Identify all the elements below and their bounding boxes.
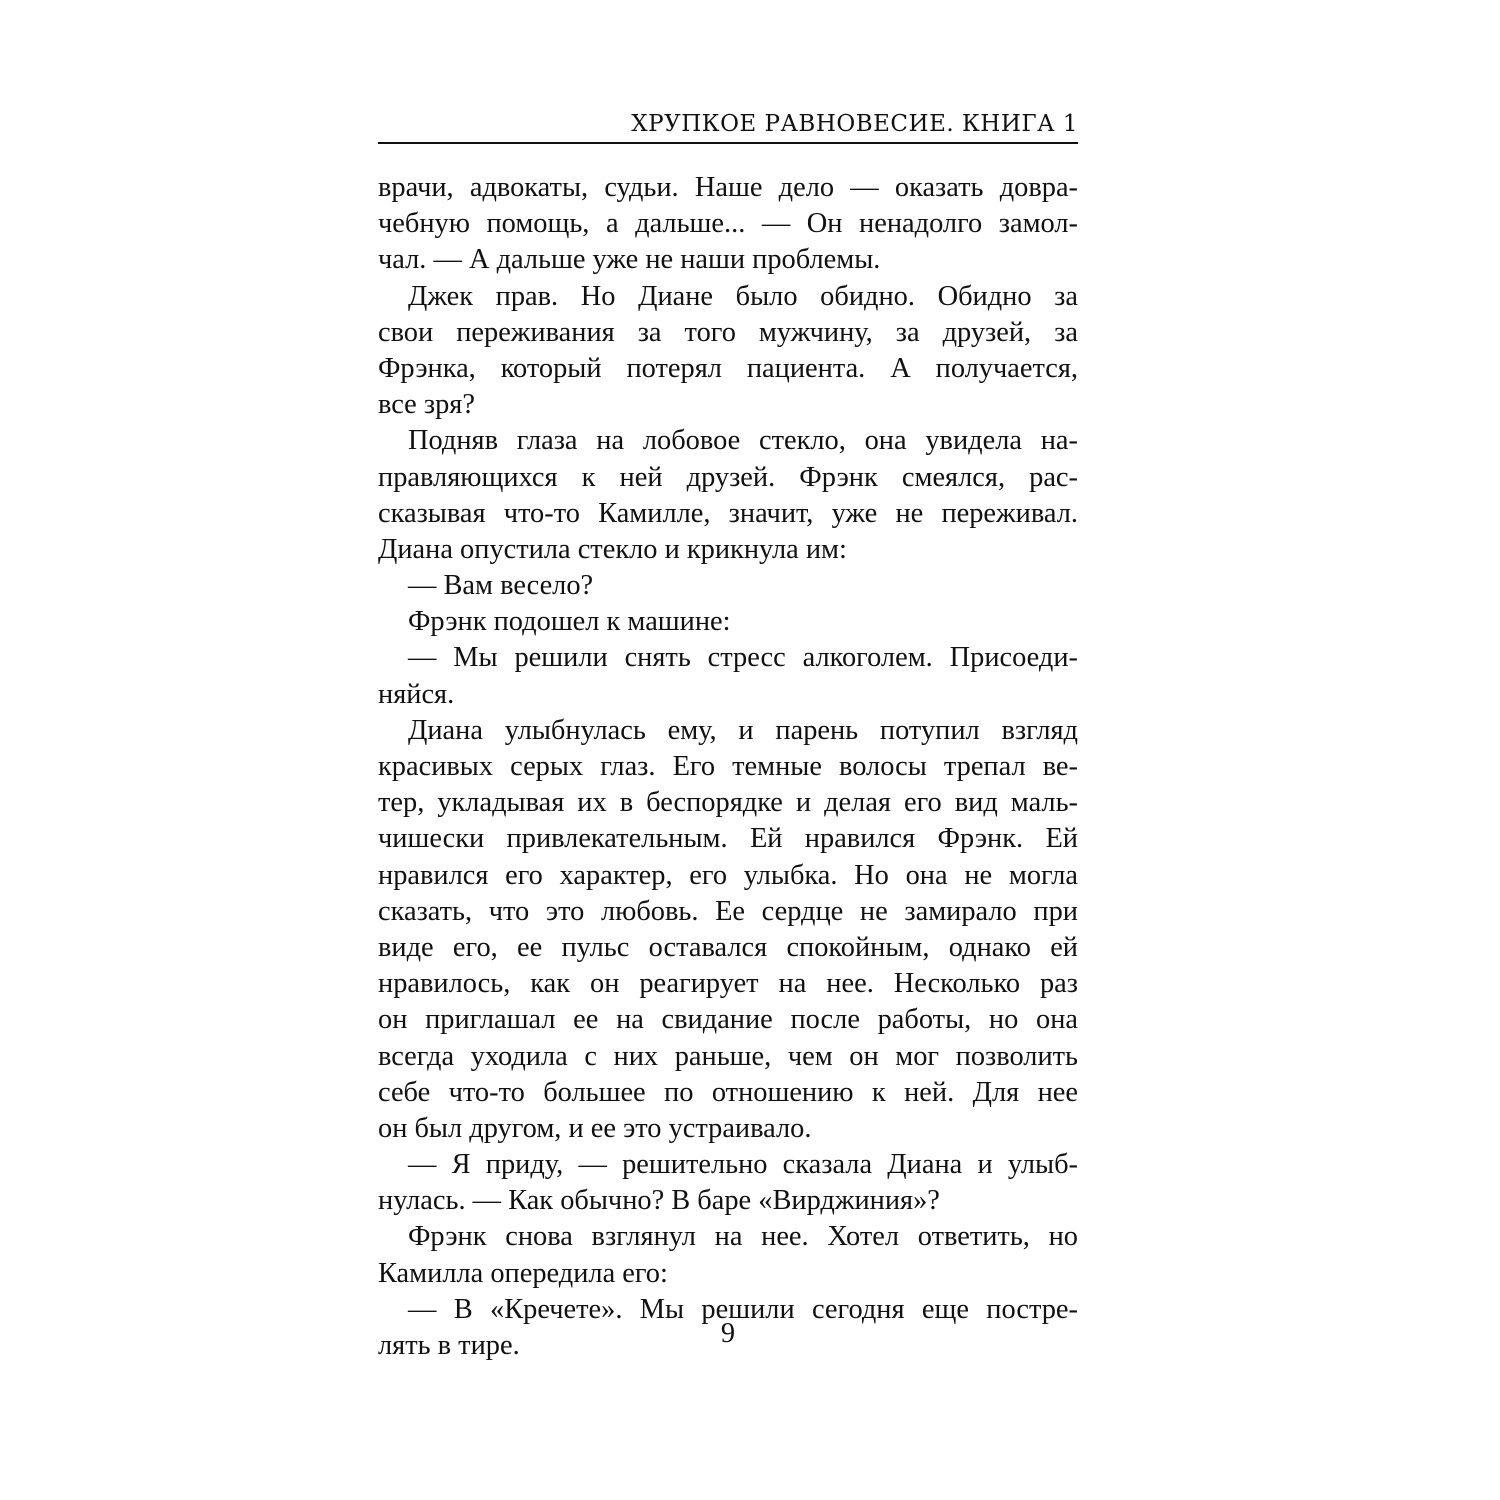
text-line: Подняв глаза на лобовое стекло, она увидела на- [408, 425, 1078, 457]
text-line: сказывая что-то Камилле, значит, уже не переживал. [378, 497, 1078, 529]
text-line: Фрэнка, который потерял пациента. А получается, [378, 352, 1078, 384]
text-line: врачи, адвокаты, судьи. Наше дело — оказать довра- [378, 172, 1078, 203]
text-line: — Мы решили снять стресс алкоголем. Присоеди- [408, 642, 1078, 674]
text-line: всегда уходила с них раньше, чем он мог позволить [378, 1040, 1078, 1072]
body-text [378, 170, 1078, 1364]
text-line: себе что-то большее по отношению к ней. Для нее [378, 1076, 1078, 1108]
text-line: няйся. [378, 678, 455, 710]
text-line: сказать, что это любовь. Ее сердце не замирало при [378, 895, 1078, 927]
text-line: виде его, ее пульс оставался спокойным, однако ей [378, 931, 1078, 963]
text-line: правляющихся к ней друзей. Фрэнк смеялся, рас- [378, 461, 1078, 493]
header-rule [378, 142, 1078, 144]
text-line: он приглашал ее на свидание после работы, но она [378, 1004, 1078, 1036]
text-line: Джек прав. Но Диане было обидно. Обидно за [408, 280, 1078, 312]
text-line: Фрэнк снова взглянул на нее. Хотел ответить, но [408, 1221, 1078, 1253]
running-head: ХРУПКОЕ РАВНОВЕСИЕ. КНИГА 1 [631, 111, 1078, 137]
text-line: он был другом, и ее это устраивало. [378, 1112, 812, 1144]
text-line: чебную помощь, а дальше... — Он ненадолго замол- [378, 208, 1078, 240]
text-line: красивых серых глаз. Его темные волосы трепал ве- [378, 751, 1078, 782]
text-line: чал. — А дальше уже не наши проблемы. [378, 244, 881, 276]
text-line: все зря? [378, 389, 475, 421]
text-line: свои переживания за того мужчину, за друзей, за [378, 316, 1078, 348]
text-line: чишески привлекательным. Ей нравился Фрэнк. Ей [378, 823, 1078, 855]
text-line: Фрэнк подошел к машине: [408, 606, 731, 638]
text-line: Камилла опередила его: [378, 1257, 668, 1289]
text-line: — Вам весело? [408, 570, 594, 602]
page-number: 9 [720, 1318, 736, 1349]
text-line: нравился его характер, его улыбка. Но она не могла [378, 859, 1078, 891]
text-line: — Я приду, — решительно сказала Диана и улыб- [408, 1149, 1078, 1181]
text-line: Диана опустила стекло и крикнула им: [378, 533, 847, 565]
text-line: тер, укладывая их в беспорядке и делая его вид маль- [378, 787, 1078, 819]
text-line: лять в тире. [378, 1330, 520, 1361]
text-line: Диана улыбнулась ему, и парень потупил взгляд [408, 714, 1078, 746]
text-line: нулась. — Как обычно? В баре «Вирджиния»? [378, 1185, 940, 1217]
text-line: нравилось, как он реагирует на нее. Несколько раз [378, 968, 1078, 1000]
text-line: — В «Кречете». Мы решили сегодня еще постре- [408, 1293, 1078, 1325]
